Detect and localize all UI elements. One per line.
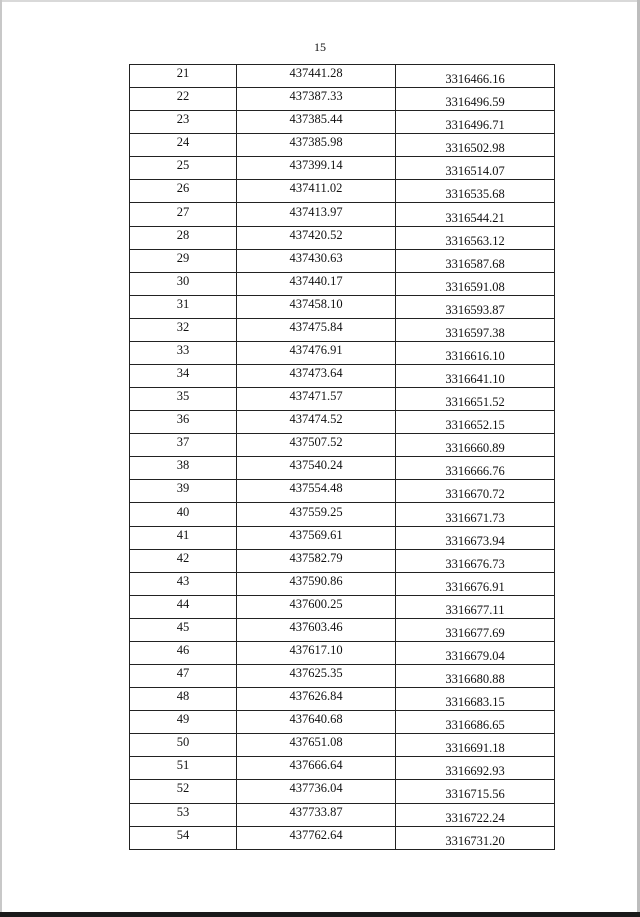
- cell-value: 3316496.71: [445, 118, 505, 133]
- cell-value: 437387.33: [289, 89, 343, 104]
- cell-value: 437413.97: [289, 204, 343, 219]
- cell-value: 3316731.20: [445, 833, 505, 848]
- cell-value: 3316715.56: [445, 787, 505, 802]
- y-coordinate-cell: [396, 65, 555, 88]
- cell-value: 437399.14: [289, 158, 343, 173]
- cell-value: 437420.52: [289, 227, 343, 242]
- cell-value: 437385.98: [289, 135, 343, 150]
- cell-value: 3316686.65: [445, 718, 505, 733]
- point-number-cell: [130, 411, 237, 434]
- x-coordinate-cell: [237, 595, 396, 618]
- table-row: [130, 572, 555, 595]
- cell-value: 33: [176, 342, 190, 357]
- x-coordinate-cell: [237, 572, 396, 595]
- point-number-cell: [130, 641, 237, 664]
- cell-value: 437559.25: [289, 504, 343, 519]
- point-number-cell: [130, 341, 237, 364]
- cell-value: 3316502.98: [445, 141, 505, 156]
- point-number-cell: [130, 249, 237, 272]
- y-coordinate-cell: [396, 249, 555, 272]
- cell-value: 47: [176, 666, 190, 681]
- cell-value: 437600.25: [289, 596, 343, 611]
- cell-value: 3316670.72: [445, 487, 505, 502]
- table-row: [130, 480, 555, 503]
- cell-value: 437617.10: [289, 642, 343, 657]
- scan-edge-left: [0, 0, 2, 917]
- table-row: [130, 388, 555, 411]
- cell-value: 42: [176, 550, 190, 565]
- cell-value: 21: [176, 66, 190, 81]
- x-coordinate-cell: [237, 88, 396, 111]
- cell-value: 3316671.73: [445, 510, 505, 525]
- y-coordinate-cell: [396, 388, 555, 411]
- cell-value: 3316496.59: [445, 95, 505, 110]
- x-coordinate-cell: [237, 318, 396, 341]
- cell-value: 34: [176, 366, 190, 381]
- x-coordinate-cell: [237, 365, 396, 388]
- y-coordinate-cell: [396, 826, 555, 849]
- point-number-cell: [130, 480, 237, 503]
- cell-value: 3316722.24: [445, 810, 505, 825]
- cell-value: 3316676.73: [445, 556, 505, 571]
- point-number-cell: [130, 388, 237, 411]
- y-coordinate-cell: [396, 318, 555, 341]
- cell-value: 3316563.12: [445, 233, 505, 248]
- cell-value: 37: [176, 435, 190, 450]
- point-number-cell: [130, 826, 237, 849]
- cell-value: 3316691.18: [445, 741, 505, 756]
- cell-value: 3316466.16: [445, 72, 505, 87]
- table-row: [130, 134, 555, 157]
- cell-value: 49: [176, 712, 190, 727]
- x-coordinate-cell: [237, 226, 396, 249]
- cell-value: 28: [176, 227, 190, 242]
- y-coordinate-cell: [396, 641, 555, 664]
- cell-value: 437582.79: [289, 550, 343, 565]
- y-coordinate-cell: [396, 411, 555, 434]
- table-row: [130, 88, 555, 111]
- point-number-cell: [130, 365, 237, 388]
- point-number-cell: [130, 180, 237, 203]
- y-coordinate-cell: [396, 457, 555, 480]
- y-coordinate-cell: [396, 526, 555, 549]
- table-row: [130, 457, 555, 480]
- x-coordinate-cell: [237, 665, 396, 688]
- table-row: [130, 780, 555, 803]
- table-row: [130, 341, 555, 364]
- y-coordinate-cell: [396, 295, 555, 318]
- point-number-cell: [130, 65, 237, 88]
- cell-value: 3316677.11: [445, 602, 505, 617]
- point-number-cell: [130, 549, 237, 572]
- cell-value: 32: [176, 319, 190, 334]
- cell-value: 46: [176, 642, 190, 657]
- table-row: [130, 595, 555, 618]
- point-number-cell: [130, 780, 237, 803]
- cell-value: 437441.28: [289, 66, 343, 81]
- cell-value: 3316652.15: [445, 418, 505, 433]
- y-coordinate-cell: [396, 757, 555, 780]
- cell-value: 437475.84: [289, 319, 343, 334]
- cell-value: 3316677.69: [445, 625, 505, 640]
- cell-value: 437554.48: [289, 481, 343, 496]
- table-row: [130, 272, 555, 295]
- table-row: [130, 711, 555, 734]
- cell-value: 437385.44: [289, 112, 343, 127]
- table-row: [130, 318, 555, 341]
- cell-value: 437430.63: [289, 250, 343, 265]
- cell-value: 36: [176, 412, 190, 427]
- cell-value: 3316651.52: [445, 395, 505, 410]
- x-coordinate-cell: [237, 249, 396, 272]
- cell-value: 3316683.15: [445, 695, 505, 710]
- x-coordinate-cell: [237, 641, 396, 664]
- cell-value: 437507.52: [289, 435, 343, 450]
- cell-value: 50: [176, 735, 190, 750]
- x-coordinate-cell: [237, 757, 396, 780]
- table-row: [130, 434, 555, 457]
- x-coordinate-cell: [237, 111, 396, 134]
- cell-value: 3316641.10: [445, 372, 505, 387]
- point-number-cell: [130, 88, 237, 111]
- cell-value: 45: [176, 619, 190, 634]
- cell-value: 437651.08: [289, 735, 343, 750]
- point-number-cell: [130, 157, 237, 180]
- point-number-cell: [130, 757, 237, 780]
- x-coordinate-cell: [237, 411, 396, 434]
- y-coordinate-cell: [396, 434, 555, 457]
- cell-value: 23: [176, 112, 190, 127]
- cell-value: 3316680.88: [445, 672, 505, 687]
- x-coordinate-cell: [237, 803, 396, 826]
- x-coordinate-cell: [237, 157, 396, 180]
- scan-edge-bottom: [0, 912, 640, 917]
- x-coordinate-cell: [237, 618, 396, 641]
- table-row: [130, 688, 555, 711]
- x-coordinate-cell: [237, 549, 396, 572]
- table-row: [130, 803, 555, 826]
- cell-value: 31: [176, 296, 190, 311]
- cell-value: 3316593.87: [445, 302, 505, 317]
- cell-value: 437590.86: [289, 573, 343, 588]
- y-coordinate-cell: [396, 711, 555, 734]
- cell-value: 27: [176, 204, 190, 219]
- cell-value: 25: [176, 158, 190, 173]
- cell-value: 26: [176, 181, 190, 196]
- y-coordinate-cell: [396, 134, 555, 157]
- coordinate-table: [129, 64, 555, 850]
- x-coordinate-cell: [237, 272, 396, 295]
- cell-value: 437440.17: [289, 273, 343, 288]
- point-number-cell: [130, 226, 237, 249]
- cell-value: 51: [176, 758, 190, 773]
- cell-value: 437471.57: [289, 389, 343, 404]
- point-number-cell: [130, 434, 237, 457]
- cell-value: 48: [176, 689, 190, 704]
- x-coordinate-cell: [237, 780, 396, 803]
- y-coordinate-cell: [396, 780, 555, 803]
- cell-value: 437411.02: [289, 181, 343, 196]
- point-number-cell: [130, 272, 237, 295]
- y-coordinate-cell: [396, 226, 555, 249]
- x-coordinate-cell: [237, 526, 396, 549]
- cell-value: 437640.68: [289, 712, 343, 727]
- table-row: [130, 549, 555, 572]
- point-number-cell: [130, 688, 237, 711]
- y-coordinate-cell: [396, 365, 555, 388]
- y-coordinate-cell: [396, 503, 555, 526]
- table-row: [130, 111, 555, 134]
- y-coordinate-cell: [396, 157, 555, 180]
- y-coordinate-cell: [396, 803, 555, 826]
- x-coordinate-cell: [237, 503, 396, 526]
- point-number-cell: [130, 526, 237, 549]
- cell-value: 3316591.08: [445, 279, 505, 294]
- cell-value: 40: [176, 504, 190, 519]
- cell-value: 35: [176, 389, 190, 404]
- point-number-cell: [130, 111, 237, 134]
- x-coordinate-cell: [237, 826, 396, 849]
- table-row: [130, 249, 555, 272]
- point-number-cell: [130, 572, 237, 595]
- cell-value: 3316676.91: [445, 579, 505, 594]
- cell-value: 39: [176, 481, 190, 496]
- cell-value: 437458.10: [289, 296, 343, 311]
- x-coordinate-cell: [237, 480, 396, 503]
- point-number-cell: [130, 457, 237, 480]
- table-row: [130, 503, 555, 526]
- table-row: [130, 65, 555, 88]
- cell-value: 53: [176, 804, 190, 819]
- cell-value: 54: [176, 827, 190, 842]
- y-coordinate-cell: [396, 180, 555, 203]
- cell-value: 22: [176, 89, 190, 104]
- cell-value: 3316587.68: [445, 256, 505, 271]
- x-coordinate-cell: [237, 65, 396, 88]
- y-coordinate-cell: [396, 88, 555, 111]
- cell-value: 437540.24: [289, 458, 343, 473]
- x-coordinate-cell: [237, 457, 396, 480]
- cell-value: 437733.87: [289, 804, 343, 819]
- y-coordinate-cell: [396, 572, 555, 595]
- cell-value: 29: [176, 250, 190, 265]
- cell-value: 38: [176, 458, 190, 473]
- y-coordinate-cell: [396, 549, 555, 572]
- x-coordinate-cell: [237, 688, 396, 711]
- point-number-cell: [130, 503, 237, 526]
- table-row: [130, 411, 555, 434]
- x-coordinate-cell: [237, 734, 396, 757]
- y-coordinate-cell: [396, 734, 555, 757]
- cell-value: 437626.84: [289, 689, 343, 704]
- x-coordinate-cell: [237, 180, 396, 203]
- table-row: [130, 618, 555, 641]
- x-coordinate-cell: [237, 341, 396, 364]
- y-coordinate-cell: [396, 665, 555, 688]
- y-coordinate-cell: [396, 111, 555, 134]
- cell-value: 437474.52: [289, 412, 343, 427]
- cell-value: 437473.64: [289, 366, 343, 381]
- cell-value: 43: [176, 573, 190, 588]
- table-row: [130, 157, 555, 180]
- cell-value: 52: [176, 781, 190, 796]
- y-coordinate-cell: [396, 595, 555, 618]
- cell-value: 3316679.04: [445, 648, 505, 663]
- point-number-cell: [130, 665, 237, 688]
- y-coordinate-cell: [396, 618, 555, 641]
- cell-value: 30: [176, 273, 190, 288]
- point-number-cell: [130, 134, 237, 157]
- cell-value: 437666.64: [289, 758, 343, 773]
- y-coordinate-cell: [396, 480, 555, 503]
- table-row: [130, 826, 555, 849]
- page-number: 15: [314, 40, 326, 54]
- coordinate-table-body: [130, 65, 555, 850]
- table-row: [130, 734, 555, 757]
- point-number-cell: [130, 318, 237, 341]
- table-row: [130, 641, 555, 664]
- cell-value: 3316544.21: [445, 210, 505, 225]
- cell-value: 437603.46: [289, 619, 343, 634]
- x-coordinate-cell: [237, 711, 396, 734]
- table-row: [130, 180, 555, 203]
- point-number-cell: [130, 295, 237, 318]
- point-number-cell: [130, 803, 237, 826]
- cell-value: 44: [176, 596, 190, 611]
- table-row: [130, 757, 555, 780]
- cell-value: 3316514.07: [445, 164, 505, 179]
- scan-edge-top: [0, 0, 640, 2]
- cell-value: 41: [176, 527, 190, 542]
- point-number-cell: [130, 711, 237, 734]
- y-coordinate-cell: [396, 341, 555, 364]
- point-number-cell: [130, 618, 237, 641]
- table-row: [130, 365, 555, 388]
- table-row: [130, 203, 555, 226]
- cell-value: 3316660.89: [445, 441, 505, 456]
- cell-value: 437625.35: [289, 666, 343, 681]
- x-coordinate-cell: [237, 295, 396, 318]
- cell-value: 24: [176, 135, 190, 150]
- cell-value: 437476.91: [289, 342, 343, 357]
- cell-value: 437762.64: [289, 827, 343, 842]
- y-coordinate-cell: [396, 203, 555, 226]
- cell-value: 3316666.76: [445, 464, 505, 479]
- y-coordinate-cell: [396, 272, 555, 295]
- cell-value: 3316616.10: [445, 348, 505, 363]
- point-number-cell: [130, 734, 237, 757]
- y-coordinate-cell: [396, 688, 555, 711]
- cell-value: 3316692.93: [445, 764, 505, 779]
- point-number-cell: [130, 595, 237, 618]
- table-row: [130, 226, 555, 249]
- cell-value: 3316597.38: [445, 325, 505, 340]
- table-row: [130, 665, 555, 688]
- cell-value: 3316673.94: [445, 533, 505, 548]
- x-coordinate-cell: [237, 134, 396, 157]
- x-coordinate-cell: [237, 434, 396, 457]
- x-coordinate-cell: [237, 388, 396, 411]
- table-row: [130, 295, 555, 318]
- cell-value: 437736.04: [289, 781, 343, 796]
- point-number-cell: [130, 203, 237, 226]
- cell-value: 3316535.68: [445, 187, 505, 202]
- cell-value: 437569.61: [289, 527, 343, 542]
- table-row: [130, 526, 555, 549]
- x-coordinate-cell: [237, 203, 396, 226]
